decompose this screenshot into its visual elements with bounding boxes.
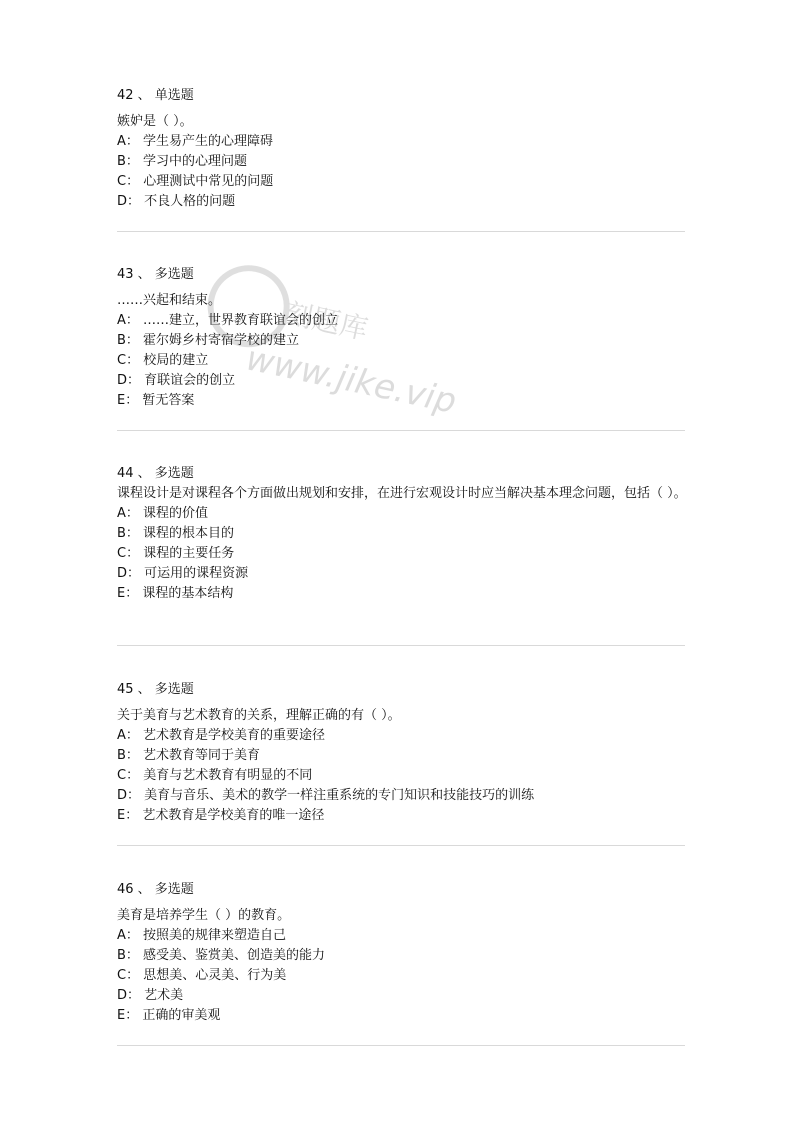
option-a[interactable]: A： 艺术教育是学校美育的重要途径 <box>117 728 326 743</box>
option-a[interactable]: A： 学生易产生的心理障碍 <box>117 134 274 149</box>
divider <box>117 1045 685 1046</box>
question-44 <box>117 464 687 604</box>
option-e[interactable]: E： 暂无答案 <box>117 393 195 408</box>
question-header: 43 、 多选题 <box>117 267 194 282</box>
option-b[interactable]: B： 艺术教育等同于美育 <box>117 748 261 763</box>
watermark-brand: 刻题库 <box>281 296 371 347</box>
option-b[interactable]: B： 课程的根本目的 <box>117 526 235 541</box>
question-stem: 课程设计是对课程各个方面做出规划和安排，在进行宏观设计时应当解决基本理念问题，包括（ ）。 <box>117 486 687 501</box>
option-c[interactable]: C： 美育与艺术教育有明显的不同 <box>117 768 313 783</box>
option-d[interactable]: D： 不良人格的问题 <box>117 194 236 209</box>
option-list <box>117 726 687 826</box>
question-header: 46 、 多选题 <box>117 882 194 897</box>
question-45 <box>117 680 687 826</box>
option-a[interactable]: A： 课程的价值 <box>117 506 209 521</box>
question-43 <box>117 265 687 411</box>
option-a[interactable]: A： 按照美的规律来塑造自己 <box>117 928 287 943</box>
option-c[interactable]: C： 思想美、心灵美、行为美 <box>117 968 287 983</box>
option-d[interactable]: D： 可运用的课程资源 <box>117 566 249 581</box>
question-header: 44 、 多选题 <box>117 466 194 481</box>
option-d[interactable]: D： 美育与音乐、美术的教学一样注重系统的专门知识和技能技巧的训练 <box>117 788 535 803</box>
option-e[interactable]: E： 艺术教育是学校美育的唯一途径 <box>117 808 325 823</box>
question-stem: 关于美育与艺术教育的关系，理解正确的有（ ）。 <box>117 708 401 723</box>
question-header: 45 、 多选题 <box>117 682 194 697</box>
option-list <box>117 132 687 212</box>
option-list <box>117 504 687 604</box>
option-b[interactable]: B： 霍尔姆乡村寄宿学校的建立 <box>117 333 300 348</box>
divider <box>117 430 685 431</box>
divider <box>117 231 685 232</box>
option-b[interactable]: B： 感受美、鉴赏美、创造美的能力 <box>117 948 326 963</box>
option-c[interactable]: C： 心理测试中常见的问题 <box>117 174 274 189</box>
option-d[interactable]: D： 艺术美 <box>117 988 184 1003</box>
option-d[interactable]: D： 育联谊会的创立 <box>117 373 236 388</box>
question-header: 42 、 单选题 <box>117 88 194 103</box>
question-42 <box>117 86 687 212</box>
question-stem: ……兴起和结束。 <box>117 293 222 308</box>
option-e[interactable]: E： 课程的基本结构 <box>117 586 234 601</box>
watermark-url: www.jike.vip <box>242 338 460 422</box>
option-list <box>117 926 687 1026</box>
option-a[interactable]: A： ……建立，世界教育联谊会的创立 <box>117 313 339 328</box>
divider <box>117 845 685 846</box>
option-b[interactable]: B： 学习中的心理问题 <box>117 154 248 169</box>
option-c[interactable]: C： 课程的主要任务 <box>117 546 235 561</box>
question-stem: 嫉妒是（ ）。 <box>117 114 193 129</box>
option-c[interactable]: C： 校局的建立 <box>117 353 209 368</box>
divider <box>117 645 685 646</box>
question-46 <box>117 880 687 1026</box>
option-e[interactable]: E： 正确的审美观 <box>117 1008 221 1023</box>
question-stem: 美育是培养学生（ ）的教育。 <box>117 908 291 923</box>
option-list <box>117 311 687 411</box>
